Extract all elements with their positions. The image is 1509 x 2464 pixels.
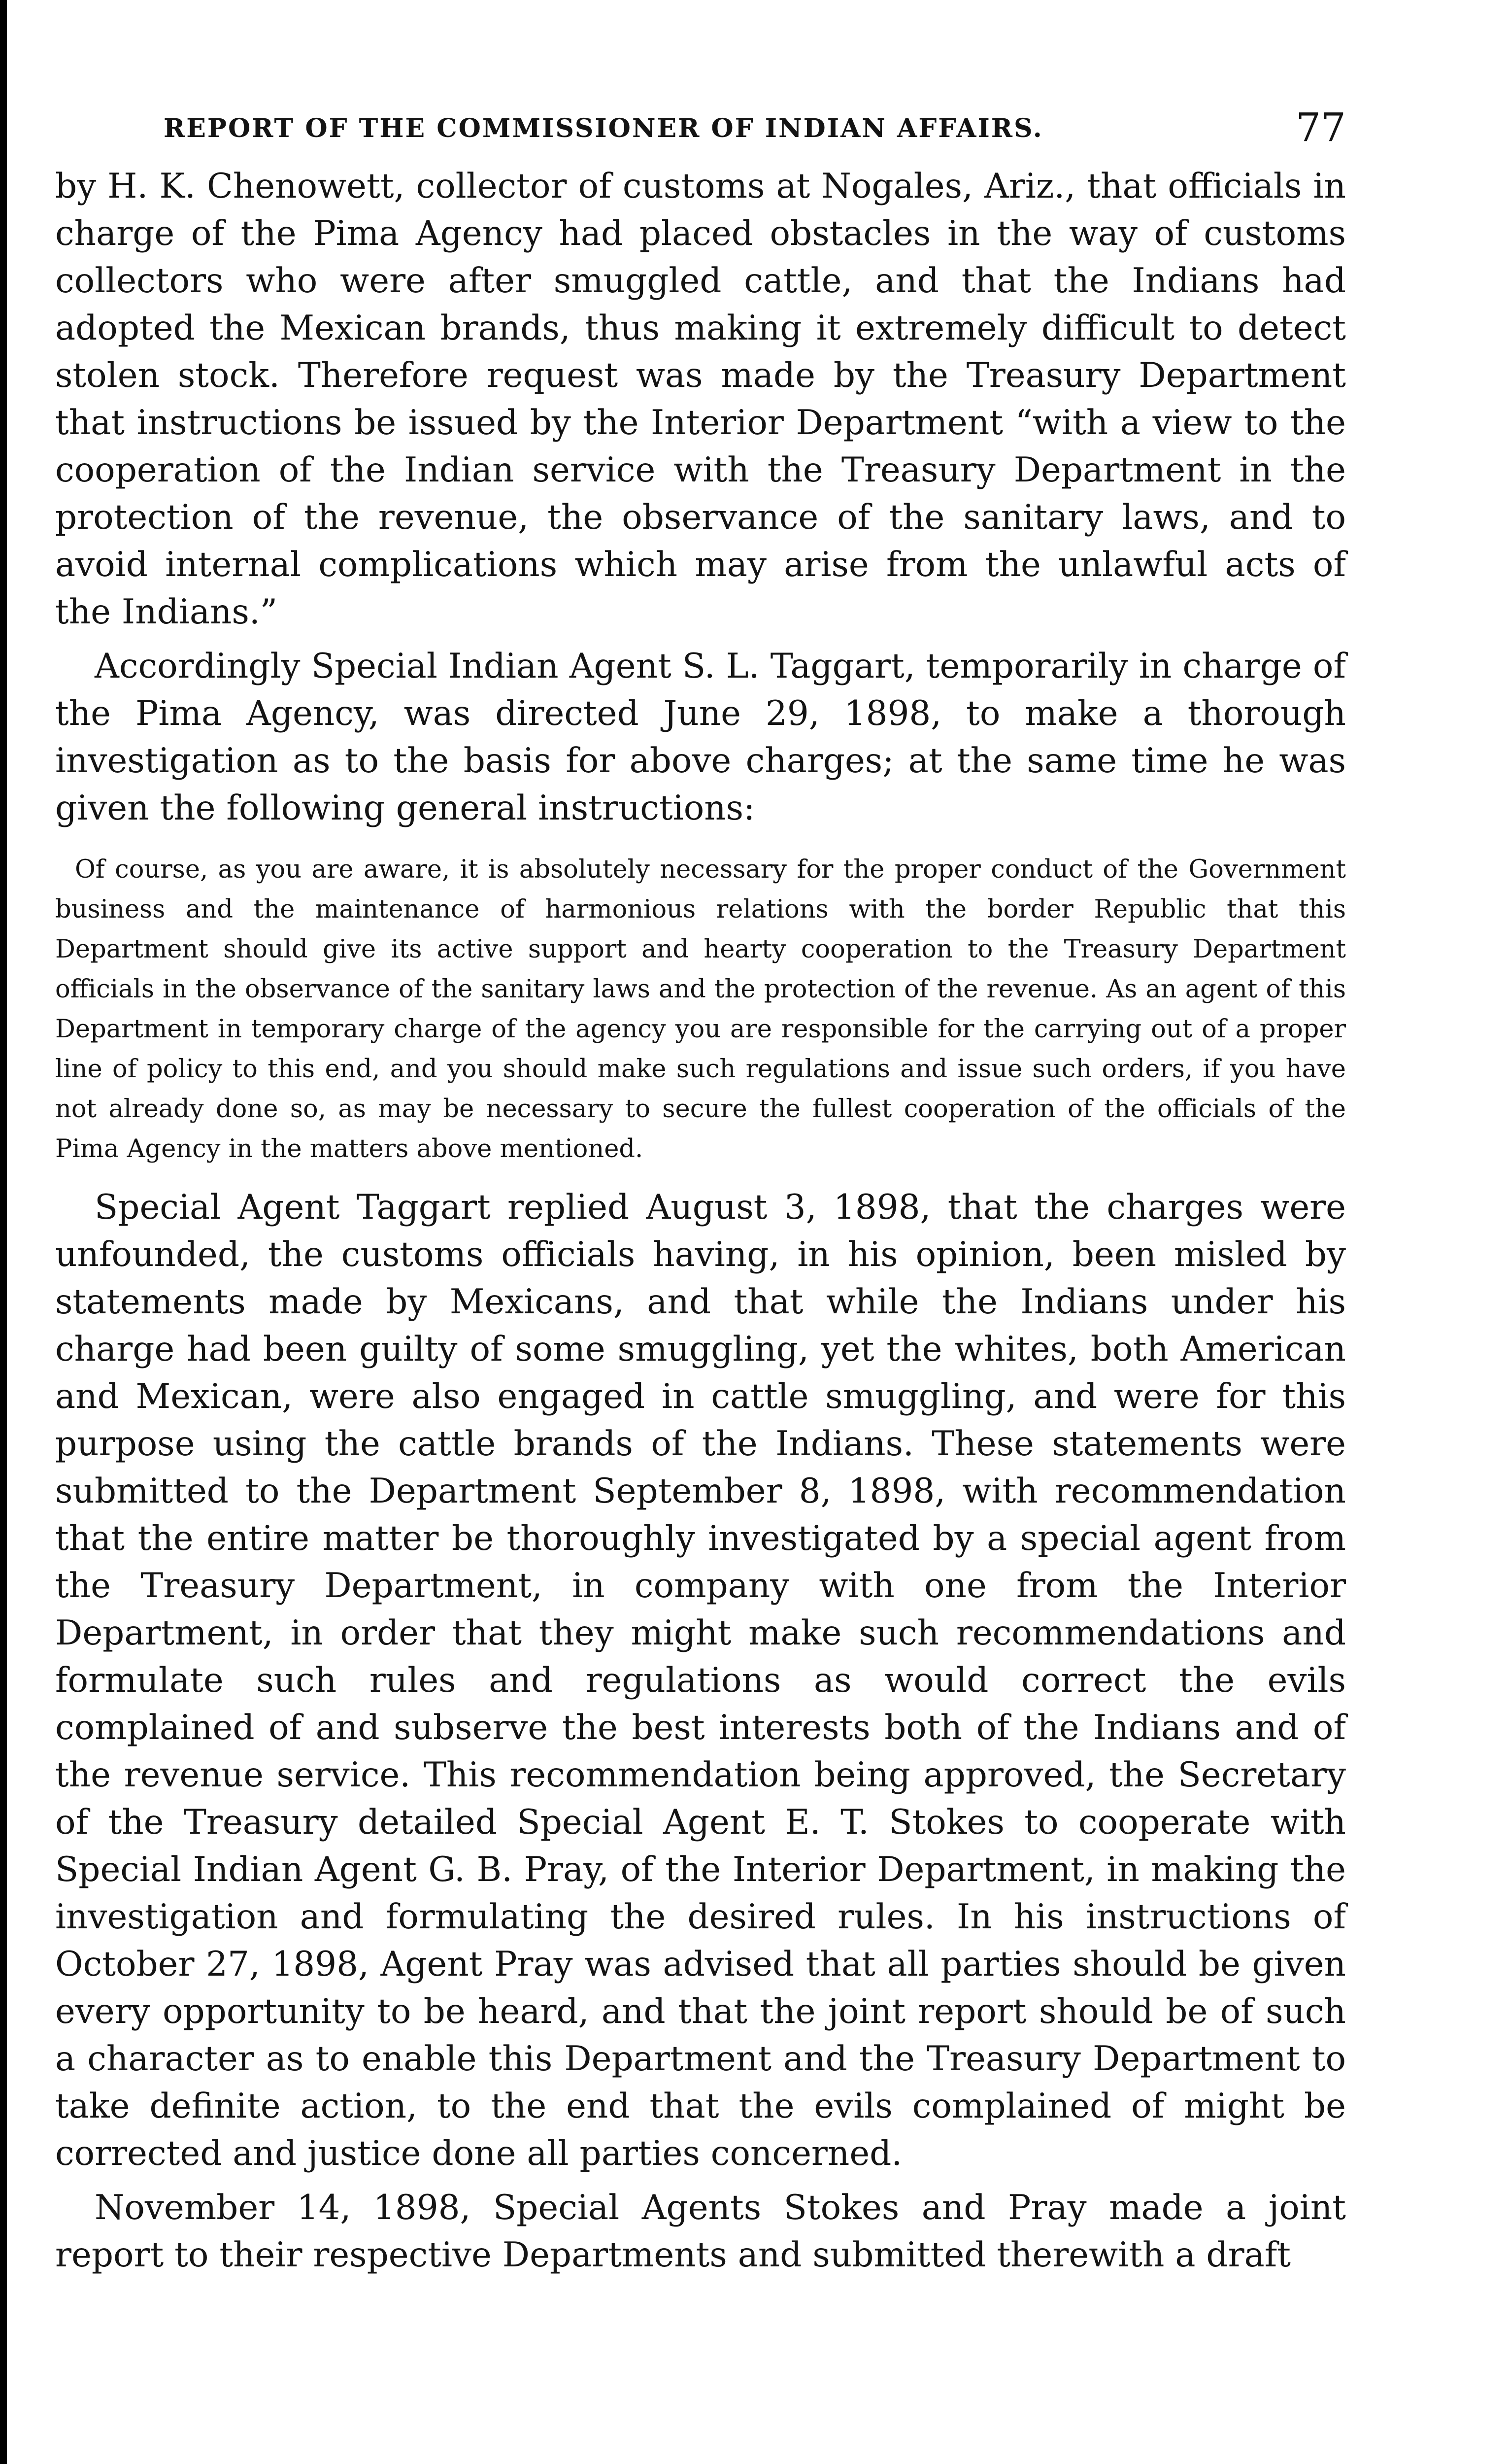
page-number: 77 [1296, 104, 1346, 150]
paragraph-2: Accordingly Special Indian Agent S. L. Taggart, temporarily in charge of the Pima Agency, was directed June 29, 1898, to make a thorough investigation as to the basis for above charges; at the same time he was given the following general instructions: [55, 647, 1346, 828]
scan-edge-bar [0, 0, 7, 2464]
paragraph-4: November 14, 1898, Special Agents Stokes and Pray made a joint report to their respective Departments and submitted therewith a draft [55, 2188, 1346, 2275]
paragraph-1: by H. K. Chenowett, collector of customs at Nogales, Ariz., that officials in charge of the Pima Agency had placed obstacles in the way of customs collectors who were after smuggled cattle, and that the Indians had adopted the Mexican brands, thus making it extremely difficult to detect stolen stock. Therefore request was made by the Treasury Department that instructions be issued by the Interior Department “with a view to the cooperation of the Indian service with the Treasury Department in the protection of the revenue, the observance of the sanitary laws, and to avoid internal complications which may arise from the unlawful acts of the Indians.” [55, 167, 1346, 632]
running-header [55, 94, 1346, 153]
block-quote: Of course, as you are aware, it is absolutely necessary for the proper conduct of the Government business and the maintenance of harmonious relations with the border Republic that this Department should give its active support and hearty cooperation to the Treasury Department officials in the observance of the sanitary laws and the protection of the revenue. As an agent of this Department in temporary charge of the agency you are responsible for the carrying out of a proper line of policy to this end, and you should make such regulations and issue such orders, if you have not already done so, as may be necessary to secure the fullest cooperation of the officials of the Pima Agency in the matters above mentioned. [55, 855, 1346, 1164]
header-title: REPORT OF THE COMMISSIONER OF INDIAN AFFAIRS. [164, 113, 1043, 143]
document-page [55, 94, 1346, 2279]
paragraph-3: Special Agent Taggart replied August 3, 1898, that the charges were unfounded, the customs officials having, in his opinion, been misled by statements made by Mexicans, and that while the Indians under his charge had been guilty of some smuggling, yet the whites, both American and Mexican, were also engaged in cattle smuggling, and were for this purpose using the cattle brands of the Indians. These statements were submitted to the Department September 8, 1898, with recommendation that the entire matter be thoroughly investigated by a special agent from the Treasury Department, in company with one from the Interior Department, in order that they might make such recommendations and formulate such rules and regulations as would correct the evils complained of and subserve the best interests both of the Indians and of the revenue service. This recommendation being approved, the Secretary of the Treasury detailed Special Agent E. T. Stokes to cooperate with Special Indian Agent G. B. Pray, of the Interior Department, in making the investigation and formulating the desired rules. In his instructions of October 27, 1898, Agent Pray was advised that all parties should be given every opportunity to be heard, and that the joint report should be of such a character as to enable this Department and the Treasury Department to take definite action, to the end that the evils complained of might be corrected and justice done all parties concerned. [55, 1188, 1346, 2173]
